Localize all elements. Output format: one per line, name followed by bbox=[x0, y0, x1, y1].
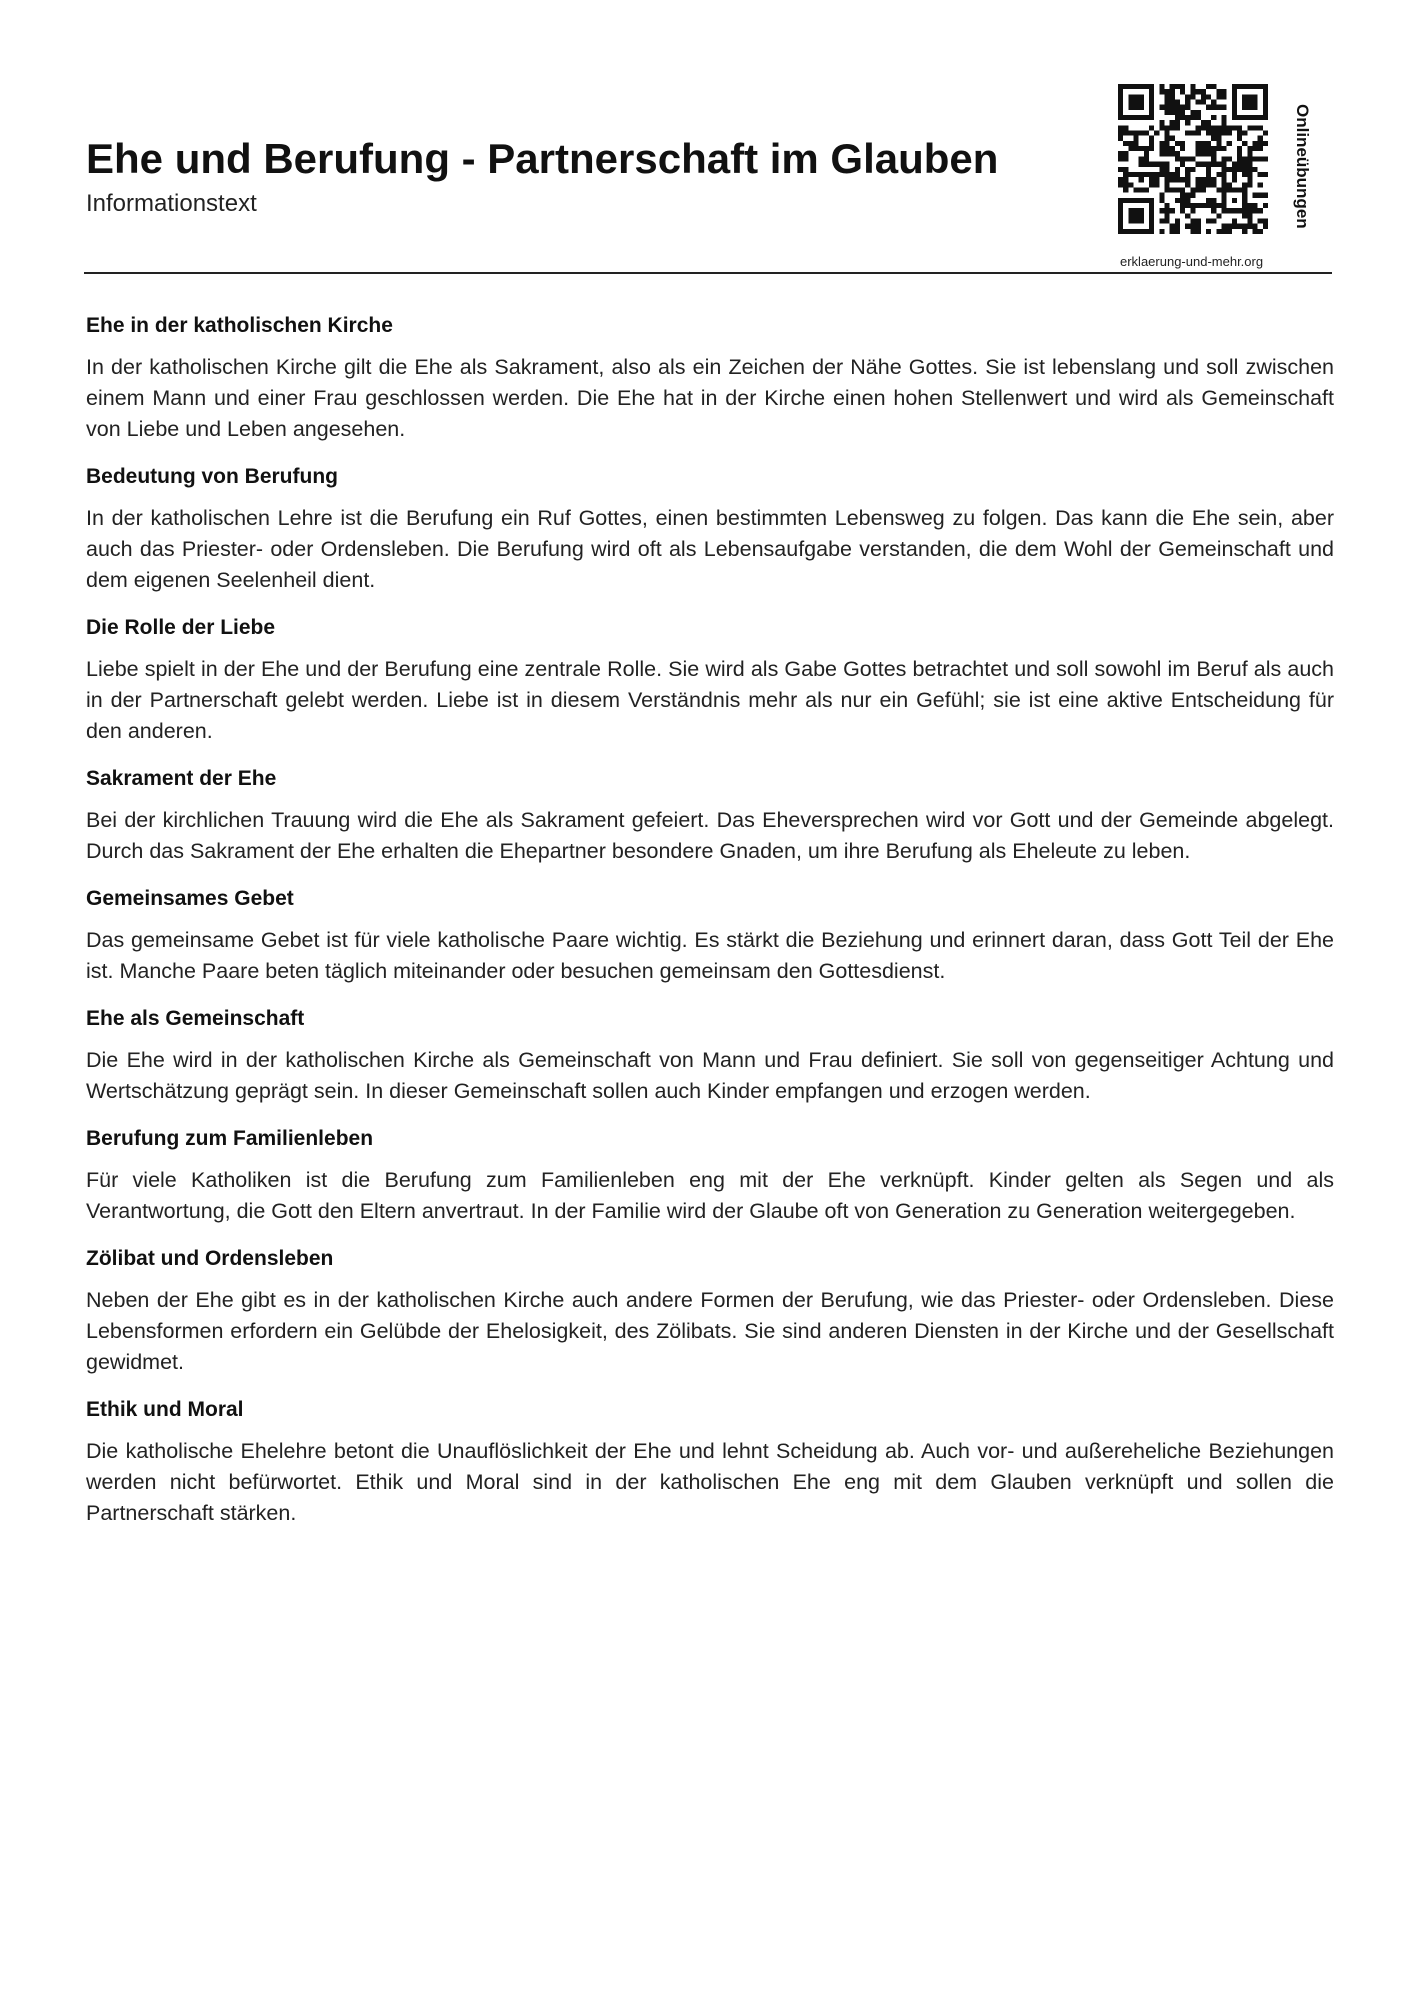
text-section bbox=[86, 1005, 1334, 1107]
section-heading: Berufung zum Familienleben bbox=[86, 1127, 374, 1150]
text-section bbox=[86, 312, 1334, 445]
document-body bbox=[86, 312, 1334, 1547]
section-heading: Bedeutung von Berufung bbox=[86, 465, 338, 488]
section-paragraph: Neben der Ehe gibt es in der katholischen Kirche auch andere Formen der Berufung, wie das Priester- oder Ordensleben. Diese Lebensformen erfordern ein Gelübde der Ehelosigkeit, des Zölibats. Sie sind anderen Diensten in der Kirche und der Gesellschaft gewidmet. bbox=[86, 1288, 1334, 1374]
section-heading: Gemeinsames Gebet bbox=[86, 887, 294, 910]
text-section bbox=[86, 885, 1334, 987]
text-section bbox=[86, 1245, 1334, 1378]
section-paragraph: Für viele Katholiken ist die Berufung zum Familienleben eng mit der Ehe verknüpft. Kinder gelten als Segen und als Verantwortung, die Gott den Eltern anvertraut. In der Familie wird der Glaube oft von Generation zu Generation weitergegeben. bbox=[86, 1168, 1334, 1223]
section-heading: Ehe als Gemeinschaft bbox=[86, 1007, 305, 1030]
section-heading: Ehe in der katholischen Kirche bbox=[86, 314, 393, 337]
page-subtitle: Informationstext bbox=[86, 190, 257, 218]
text-section bbox=[86, 765, 1334, 867]
online-exercises-label-wrap bbox=[1290, 104, 1320, 254]
section-heading: Zölibat und Ordensleben bbox=[86, 1247, 334, 1270]
text-section bbox=[86, 463, 1334, 596]
section-paragraph: In der katholischen Kirche gilt die Ehe als Sakrament, also als ein Zeichen der Nähe Gottes. Sie ist lebenslang und soll zwischen einem Mann und einer Frau geschlossen werden. Die Ehe hat in der Kirche einen hohen Stellenwert und wird als Gemeinschaft von Liebe und Leben angesehen. bbox=[86, 355, 1334, 441]
page-title: Ehe und Berufung - Partnerschaft im Glauben bbox=[86, 135, 999, 182]
section-paragraph: Liebe spielt in der Ehe und der Berufung eine zentrale Rolle. Sie wird als Gabe Gottes betrachtet und soll sowohl im Beruf als auch in der Partnerschaft gelebt werden. Liebe ist in diesem Verständnis mehr als nur ein Gefühl; sie ist eine aktive Entscheidung für den anderen. bbox=[86, 657, 1334, 743]
qr-code-block[interactable] bbox=[1118, 84, 1298, 274]
online-exercises-label: Onlineübungen bbox=[1293, 104, 1312, 229]
section-paragraph: Bei der kirchlichen Trauung wird die Ehe als Sakrament gefeiert. Das Eheversprechen wird vor Gott und der Gemeinde abgelegt. Durch das Sakrament der Ehe erhalten die Ehepartner besondere Gnaden, um ihre Berufung als Eheleute zu leben. bbox=[86, 808, 1334, 863]
section-heading: Ethik und Moral bbox=[86, 1398, 244, 1421]
section-paragraph: Das gemeinsame Gebet ist für viele katholische Paare wichtig. Es stärkt die Beziehung und erinnert daran, dass Gott Teil der Ehe ist. Manche Paare beten täglich miteinander oder besuchen gemeinsam den Gottesdienst. bbox=[86, 928, 1334, 983]
section-paragraph: In der katholischen Lehre ist die Berufung ein Ruf Gottes, einen bestimmten Lebensweg zu folgen. Das kann die Ehe sein, aber auch das Priester- oder Ordensleben. Die Berufung wird oft als Lebensaufgabe verstanden, die dem Wohl der Gemeinschaft und dem eigenen Seelenheil dient. bbox=[86, 506, 1334, 592]
text-section bbox=[86, 1125, 1334, 1227]
section-paragraph: Die Ehe wird in der katholischen Kirche als Gemeinschaft von Mann und Frau definiert. Sie soll von gegenseitiger Achtung und Wertschätzung geprägt sein. In dieser Gemeinschaft sollen auch Kinder empfangen und erzogen werden. bbox=[86, 1048, 1334, 1103]
text-section bbox=[86, 614, 1334, 747]
document-header bbox=[86, 136, 1086, 218]
header-divider bbox=[84, 272, 1332, 274]
website-url-label: erklaerung-und-mehr.org bbox=[1120, 254, 1264, 269]
section-heading: Sakrament der Ehe bbox=[86, 767, 277, 790]
section-paragraph: Die katholische Ehelehre betont die Unauflöslichkeit der Ehe und lehnt Scheidung ab. Auch vor- und außereheliche Beziehungen werden nicht befürwortet. Ethik und Moral sind in der katholischen Ehe eng mit dem Glauben verknüpft und sollen die Partnerschaft stärken. bbox=[86, 1439, 1334, 1525]
qr-code-icon[interactable] bbox=[1118, 84, 1268, 234]
text-section bbox=[86, 1396, 1334, 1529]
section-heading: Die Rolle der Liebe bbox=[86, 616, 276, 639]
